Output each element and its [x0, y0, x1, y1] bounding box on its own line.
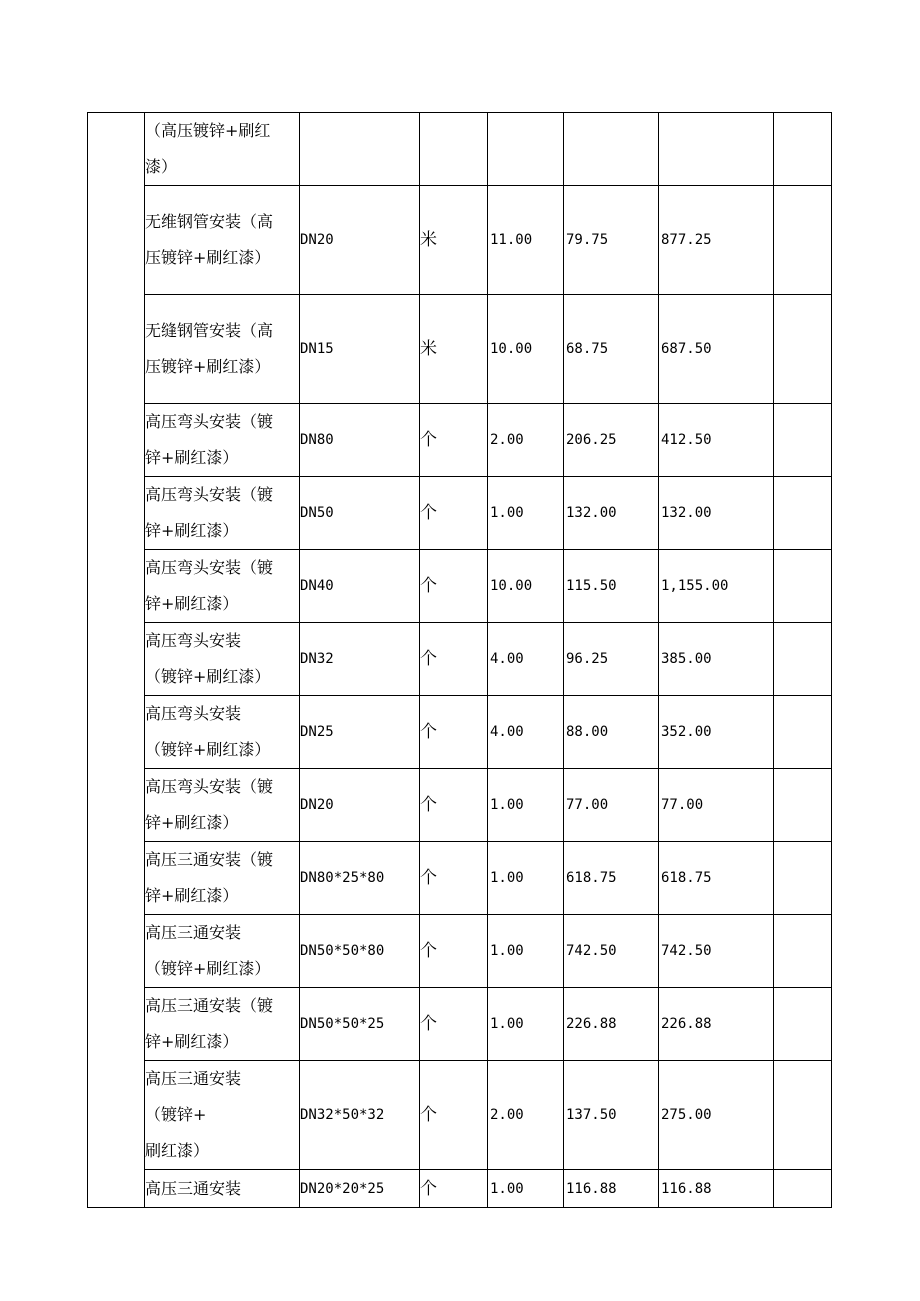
unit-price-cell: 226.88 [564, 988, 659, 1061]
total-cell: 742.50 [659, 915, 774, 988]
unit-cell: 个 [420, 915, 488, 988]
table-row [88, 696, 832, 769]
table-row [88, 113, 832, 186]
item-name-cell [145, 842, 300, 915]
unit-cell: 个 [420, 1061, 488, 1170]
quantity-cell: 4.00 [488, 696, 564, 769]
item-name-line: 高压三通安装 [145, 1069, 242, 1088]
note-cell [774, 915, 832, 988]
item-name-line: （镀锌+刷红漆） [145, 667, 271, 686]
table-body [88, 113, 832, 1208]
item-name-cell [145, 623, 300, 696]
item-name-cell [145, 550, 300, 623]
unit-cell: 米 [420, 186, 488, 295]
unit-price-cell: 116.88 [564, 1170, 659, 1208]
item-name-line: 锌+刷红漆） [145, 886, 239, 905]
item-name-line: 高压三通安装 [145, 1178, 242, 1198]
table-row [88, 1170, 832, 1208]
note-cell [774, 696, 832, 769]
item-name-line: 高压弯头安装（镀 [145, 777, 274, 796]
note-cell [774, 404, 832, 477]
item-name-line: 高压弯头安装 [145, 704, 242, 723]
total-cell: 385.00 [659, 623, 774, 696]
item-name-cell [145, 1061, 300, 1170]
unit-price-cell: 115.50 [564, 550, 659, 623]
item-name-cell [145, 477, 300, 550]
item-name-cell [145, 988, 300, 1061]
unit-cell: 个 [420, 769, 488, 842]
table-row [88, 1061, 832, 1170]
total-cell: 77.00 [659, 769, 774, 842]
spec-cell: DN50*50*25 [300, 988, 420, 1061]
unit-cell: 米 [420, 295, 488, 404]
item-name-line: 高压弯头安装（镀 [145, 412, 274, 431]
spec-cell: DN32*50*32 [300, 1061, 420, 1170]
item-name-line: 无维钢管安装（高 [145, 212, 274, 231]
note-cell [774, 113, 832, 186]
item-name-line: 高压三通安装（镀 [145, 996, 274, 1015]
unit-price-cell: 96.25 [564, 623, 659, 696]
item-name-cell [145, 1170, 300, 1208]
note-cell [774, 1170, 832, 1208]
item-name-line: 压镀锌+刷红漆） [145, 248, 271, 267]
table-row [88, 295, 832, 404]
total-cell: 132.00 [659, 477, 774, 550]
item-name-line: 高压弯头安装（镀 [145, 485, 274, 504]
total-cell: 1,155.00 [659, 550, 774, 623]
note-cell [774, 769, 832, 842]
note-cell [774, 295, 832, 404]
total-cell: 352.00 [659, 696, 774, 769]
total-cell [659, 113, 774, 186]
item-name-line: 高压三通安装（镀 [145, 850, 274, 869]
item-name-line: 漆） [145, 157, 178, 176]
unit-cell: 个 [420, 696, 488, 769]
unit-cell: 个 [420, 477, 488, 550]
item-name-cell [145, 295, 300, 404]
unit-cell [420, 113, 488, 186]
item-name-line: 刷红漆） [145, 1141, 210, 1160]
unit-cell: 个 [420, 988, 488, 1061]
table-row [88, 550, 832, 623]
unit-price-cell: 79.75 [564, 186, 659, 295]
item-name-cell [145, 696, 300, 769]
item-name-line: （镀锌+刷红漆） [145, 740, 271, 759]
note-cell [774, 623, 832, 696]
item-name-line: 高压弯头安装（镀 [145, 558, 274, 577]
quantity-cell: 1.00 [488, 1170, 564, 1208]
spec-cell: DN50 [300, 477, 420, 550]
spec-cell: DN80 [300, 404, 420, 477]
spec-cell: DN25 [300, 696, 420, 769]
spec-cell: DN50*50*80 [300, 915, 420, 988]
quantity-cell: 2.00 [488, 404, 564, 477]
item-name-line: 压镀锌+刷红漆） [145, 357, 271, 376]
item-name-line: 锌+刷红漆） [145, 1032, 239, 1051]
item-name-line: （高压镀锌+刷红 [145, 121, 271, 140]
item-name-line: （镀锌+刷红漆） [145, 959, 271, 978]
item-name-line: 锌+刷红漆） [145, 594, 239, 613]
item-name-line: 锌+刷红漆） [145, 521, 239, 540]
quantity-cell [488, 113, 564, 186]
table-row [88, 186, 832, 295]
quantity-cell: 10.00 [488, 295, 564, 404]
unit-cell: 个 [420, 1170, 488, 1208]
unit-price-cell: 77.00 [564, 769, 659, 842]
item-name-cell [145, 769, 300, 842]
unit-price-cell: 88.00 [564, 696, 659, 769]
table-row [88, 404, 832, 477]
unit-price-cell [564, 113, 659, 186]
total-cell: 618.75 [659, 842, 774, 915]
total-cell: 877.25 [659, 186, 774, 295]
item-name-line: 高压弯头安装 [145, 631, 242, 650]
item-name-line: 锌+刷红漆） [145, 448, 239, 467]
group-cell [88, 113, 145, 1208]
table-row [88, 623, 832, 696]
table-row [88, 769, 832, 842]
unit-price-cell: 132.00 [564, 477, 659, 550]
note-cell [774, 550, 832, 623]
note-cell [774, 186, 832, 295]
note-cell [774, 477, 832, 550]
quantity-cell: 1.00 [488, 915, 564, 988]
total-cell: 687.50 [659, 295, 774, 404]
table-row [88, 988, 832, 1061]
item-name-line: 锌+刷红漆） [145, 813, 239, 832]
spec-cell: DN20 [300, 186, 420, 295]
unit-price-cell: 68.75 [564, 295, 659, 404]
quantity-cell: 1.00 [488, 477, 564, 550]
quantity-cell: 11.00 [488, 186, 564, 295]
spec-cell [300, 113, 420, 186]
note-cell [774, 988, 832, 1061]
item-name-cell [145, 113, 300, 186]
total-cell: 412.50 [659, 404, 774, 477]
spec-cell: DN15 [300, 295, 420, 404]
unit-price-cell: 137.50 [564, 1061, 659, 1170]
table-row [88, 915, 832, 988]
quantity-cell: 10.00 [488, 550, 564, 623]
quantity-cell: 1.00 [488, 988, 564, 1061]
spec-cell: DN80*25*80 [300, 842, 420, 915]
item-name-line: （镀锌+ [145, 1105, 207, 1124]
item-name-line: 高压三通安装 [145, 923, 242, 942]
price-table [87, 112, 832, 1208]
item-name-cell [145, 404, 300, 477]
note-cell [774, 1061, 832, 1170]
unit-price-cell: 206.25 [564, 404, 659, 477]
unit-cell: 个 [420, 842, 488, 915]
note-cell [774, 842, 832, 915]
unit-price-cell: 742.50 [564, 915, 659, 988]
table-row [88, 842, 832, 915]
item-name-cell [145, 186, 300, 295]
unit-cell: 个 [420, 404, 488, 477]
unit-cell: 个 [420, 550, 488, 623]
item-name-cell [145, 915, 300, 988]
quantity-cell: 4.00 [488, 623, 564, 696]
unit-cell: 个 [420, 623, 488, 696]
quantity-cell: 1.00 [488, 769, 564, 842]
spec-cell: DN20 [300, 769, 420, 842]
quantity-cell: 1.00 [488, 842, 564, 915]
spec-cell: DN20*20*25 [300, 1170, 420, 1208]
spec-cell: DN40 [300, 550, 420, 623]
total-cell: 116.88 [659, 1170, 774, 1208]
total-cell: 226.88 [659, 988, 774, 1061]
total-cell: 275.00 [659, 1061, 774, 1170]
quantity-cell: 2.00 [488, 1061, 564, 1170]
unit-price-cell: 618.75 [564, 842, 659, 915]
spec-cell: DN32 [300, 623, 420, 696]
table-row [88, 477, 832, 550]
item-name-line: 无缝钢管安装（高 [145, 321, 274, 340]
